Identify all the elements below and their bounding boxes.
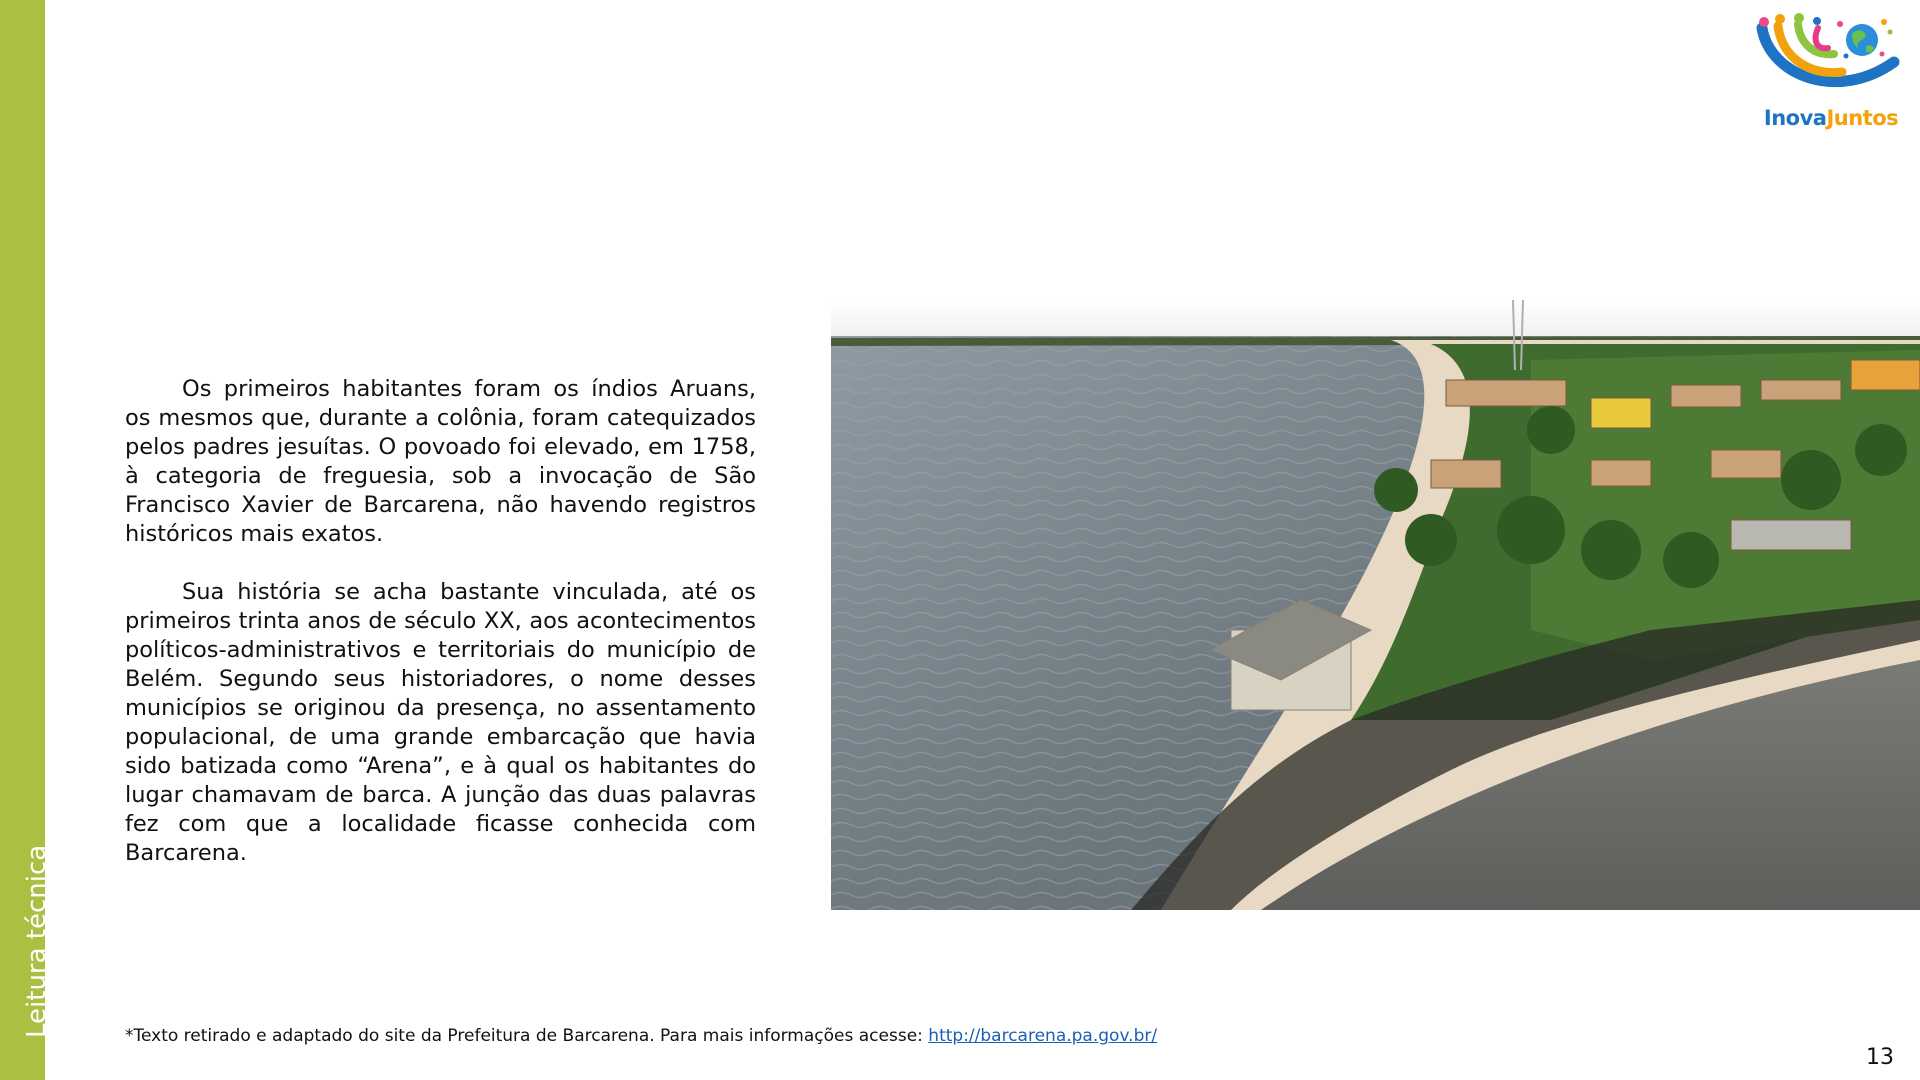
aerial-beach-image [831,300,1920,910]
paragraph: Sua história se acha bastante vinculada, até os primeiros trinta anos de século XX, aos acontecimentos políticos-administrativos e territoriais do município de Belém. Segundo seus historiadores, o nome desses municípios se originou da presença, no assentamento populacional, de uma grande embarcação que havia sido batizada como “Arena”, e à qual os habitantes do lugar chamavam de barca. A junção das duas palavras fez com que a localidade ficasse conhecida com Barcarena. [125,579,756,866]
paragraph: Os primeiros habitantes foram os índios Aruans, os mesmos que, durante a colônia, foram catequizados pelos padres jesuítas. O povoado foi elevado, em 1758, à categoria de freguesia, sob a invocação de São Francisco Xavier de Barcarena, não havendo registros históricos mais exatos. [125,376,756,547]
sidebar-label: Leitura técnica [22,844,52,1038]
footnote-link[interactable]: http://barcarena.pa.gov.br/ [928,1026,1158,1046]
page-number: 13 [1866,1045,1894,1070]
footnote-text: *Texto retirado e adaptado do site da Prefeitura de Barcarena. Para mais informações acesse: [125,1026,929,1046]
footnote [125,1026,1157,1046]
sidebar-band [0,0,52,1080]
logo-emblem-icon [1756,10,1906,110]
inovajuntos-logo [1756,10,1906,138]
body-text [125,375,756,897]
aerial-photo [831,300,1920,910]
logo-wordmark: InovaJuntos [1763,106,1899,130]
